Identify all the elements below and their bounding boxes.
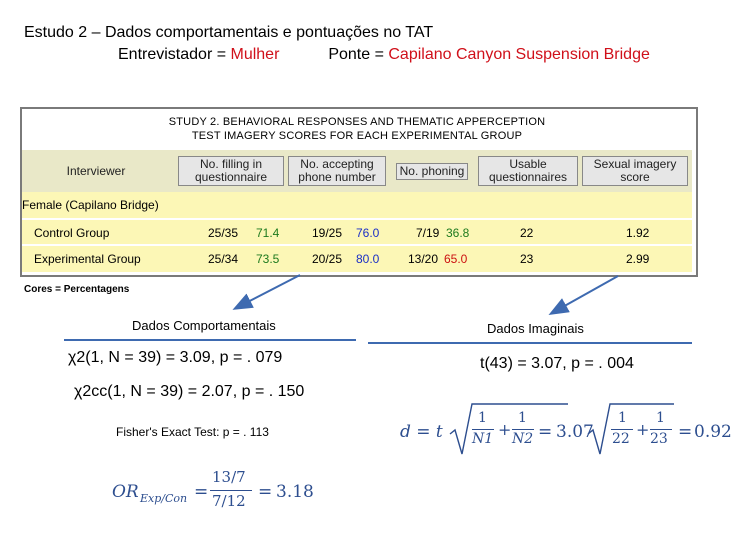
col-header-filling: No. filling in questionnaire <box>178 150 284 192</box>
or-value: 3.18 <box>276 482 314 502</box>
bridge-label: Ponte = <box>328 46 389 63</box>
odds-ratio-formula <box>112 468 342 512</box>
or-numerator: 13/7 <box>212 468 246 486</box>
or-denominator: 7/12 <box>212 492 246 510</box>
row-filling-pct: 71.4 <box>256 226 280 240</box>
frac1-bar <box>472 429 494 430</box>
frac4-bar <box>650 429 672 430</box>
table-title-line2: TEST IMAGERY SCORES FOR EACH EXPERIMENTAL GROUP <box>191 130 523 142</box>
t-value: 3.07 <box>556 422 594 442</box>
imaginal-label: Dados Imaginais <box>487 321 584 336</box>
equals-1: = <box>538 422 553 442</box>
row-filling: 25/35 <box>208 226 239 240</box>
behavioral-label: Dados Comportamentais <box>132 318 276 333</box>
or-fraction-bar <box>210 490 252 491</box>
row-group: Experimental Group <box>34 252 141 266</box>
bridge-value: Capilano Canyon Suspension Bridge <box>388 46 650 63</box>
d-formula: d = t <box>400 422 443 442</box>
row-score: 2.99 <box>626 252 650 266</box>
or-label: OR <box>112 482 139 502</box>
plus-sign: + <box>498 420 512 439</box>
table-title-line1: STUDY 2. BEHAVIORAL RESPONSES AND THEMATIC APPERCEPTION <box>168 116 546 128</box>
row-phoning-pct: 36.8 <box>446 226 470 240</box>
or-subscript: Exp/Con <box>140 492 188 505</box>
row-phoning: 13/20 <box>408 252 439 266</box>
or-equals-2: = <box>258 482 273 502</box>
frac4-num: 1 <box>656 410 665 426</box>
row-accepting-pct: 76.0 <box>356 226 380 240</box>
row-accepting-pct: 80.0 <box>356 252 380 266</box>
row-usable: 22 <box>520 226 534 240</box>
n1-value: 22 <box>612 431 630 447</box>
frac2-bar <box>512 429 534 430</box>
chi-square-cc-result: χ2cc(1, N = 39) = 2.07, p = . 150 <box>74 383 305 400</box>
t-test-result: t(43) = 3.07, p = . 004 <box>480 355 634 372</box>
row-score: 1.92 <box>626 226 650 240</box>
cohens-d-formula <box>398 400 732 460</box>
row-phoning: 7/19 <box>416 226 440 240</box>
slide-title: Estudo 2 – Dados comportamentais e pontuações no TAT <box>24 24 434 41</box>
arrow-to-behavioral <box>236 275 300 308</box>
frac1-num: 1 <box>478 410 487 426</box>
equals-2: = <box>678 422 693 442</box>
chi-square-result: χ2(1, N = 39) = 3.09, p = . 079 <box>68 349 283 366</box>
col-header-usable: Usable questionnaires <box>478 150 578 192</box>
fisher-test: Fisher's Exact Test: p = . 113 <box>116 425 269 439</box>
n2-value: 23 <box>650 431 668 447</box>
interviewer-value: Mulher <box>230 46 280 63</box>
row-filling-pct: 73.5 <box>256 252 280 266</box>
interviewer-label: Entrevistador = <box>118 46 231 63</box>
frac2-num: 1 <box>518 410 527 426</box>
col-header-score: Sexual imagery score <box>582 150 688 192</box>
col-header-interviewer: Interviewer <box>66 163 126 178</box>
row-accepting: 20/25 <box>312 252 343 266</box>
or-equals: = <box>194 482 209 502</box>
row-usable: 23 <box>520 252 534 266</box>
color-note: Cores = Percentagens <box>24 284 130 295</box>
row-filling: 25/34 <box>208 252 239 266</box>
col-header-phoning: No. phoning <box>390 150 474 192</box>
frac3-num: 1 <box>618 410 627 426</box>
row-phoning-pct: 65.0 <box>444 252 468 266</box>
n2-label: N2 <box>512 431 534 447</box>
col-header-accepting: No. accepting phone number <box>288 150 386 192</box>
d-value: 0.92 <box>694 422 732 442</box>
plus-sign-2: + <box>636 420 650 439</box>
table-section-label: Female (Capilano Bridge) <box>22 192 692 218</box>
frac3-bar <box>611 429 633 430</box>
row-group: Control Group <box>34 226 110 240</box>
n1-label: N1 <box>472 431 494 447</box>
row-accepting: 19/25 <box>312 226 343 240</box>
arrow-to-imaginal <box>552 276 618 313</box>
